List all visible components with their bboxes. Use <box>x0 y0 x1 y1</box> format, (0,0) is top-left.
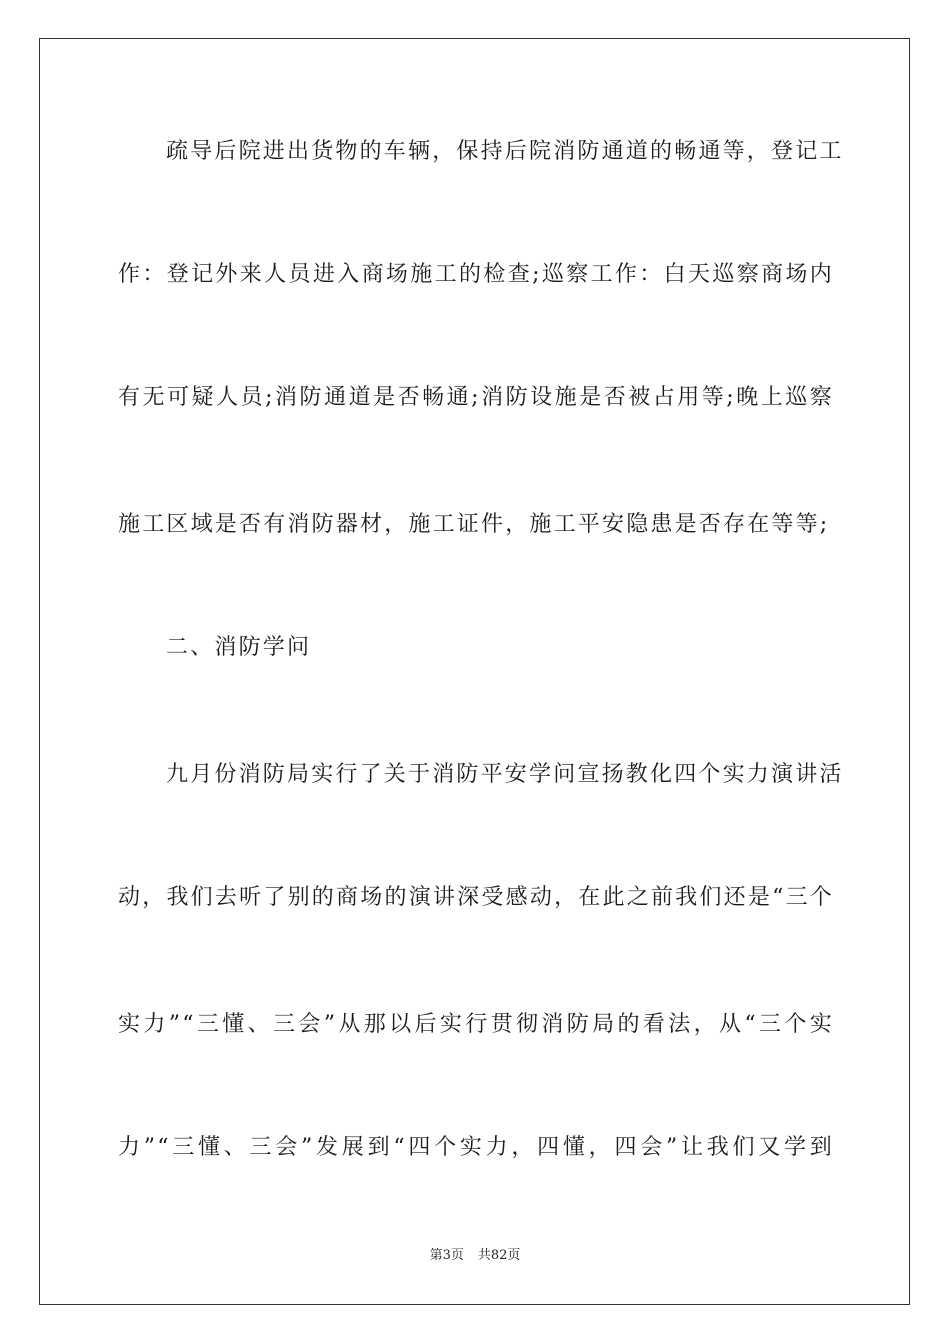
page-number: 第3页 <box>429 1248 464 1263</box>
body-line-2: 作：登记外来人员进入商场施工的检查;巡察工作：白天巡察商场内 <box>118 262 834 287</box>
page-total: 共82页 <box>477 1248 521 1263</box>
page-frame <box>39 38 910 1305</box>
body-line-1: 疏导后院进出货物的车辆，保持后院消防通道的畅通等，登记工 <box>166 139 844 164</box>
body-line-8: 实力”“三懂、三会”从那以后实行贯彻消防局的看法，从“三个实 <box>118 1012 834 1037</box>
body-line-6: 九月份消防局实行了关于消防平安学问宣扬教化四个实力演讲活 <box>166 762 844 787</box>
body-line-9: 力”“三懂、三会”发展到“四个实力，四懂，四会”让我们又学到 <box>118 1135 834 1160</box>
body-line-7: 动，我们去听了别的商场的演讲深受感动，在此之前我们还是“三个 <box>118 885 834 910</box>
page-footer <box>0 1247 950 1265</box>
body-line-4: 施工区域是否有消防器材，施工证件，施工平安隐患是否存在等等; <box>118 512 830 537</box>
section-heading: 二、消防学问 <box>166 635 312 660</box>
body-line-3: 有无可疑人员;消防通道是否畅通;消防设施是否被占用等;晚上巡察 <box>118 385 834 410</box>
